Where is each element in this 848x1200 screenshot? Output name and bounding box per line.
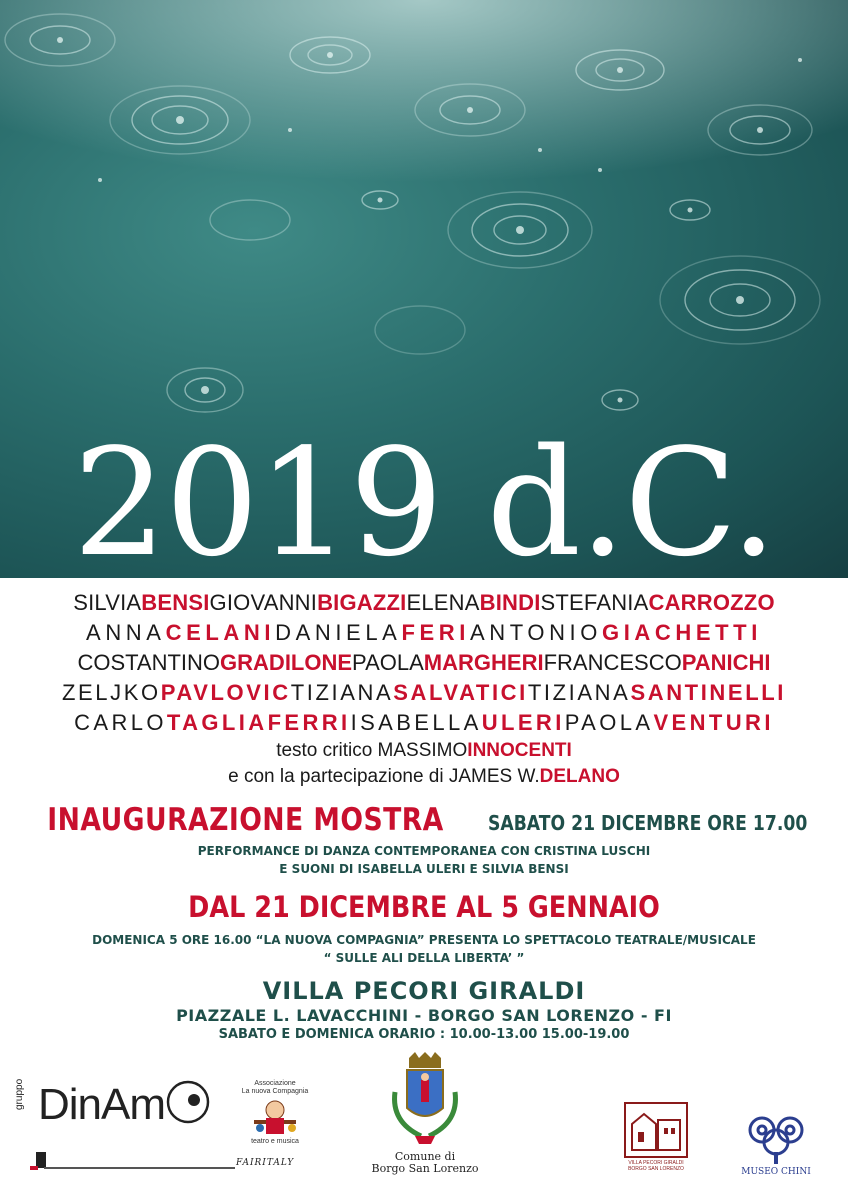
associazione-label: Associazione xyxy=(254,1080,296,1087)
inauguration-heading: INAUGURAZIONE MOSTRA xyxy=(46,802,444,838)
artist-last-name: BIGAZZI xyxy=(317,590,407,615)
performance-info xyxy=(0,842,848,878)
artist-last-name: PANICHI xyxy=(681,650,771,675)
critic-last-name: INNOCENTI xyxy=(467,740,572,761)
venue-name: VILLA PECORI GIRALDI xyxy=(262,977,586,1005)
villa-logo-text: VILLA PECORI GIRALDI xyxy=(628,1160,684,1166)
comune-line-1: Comune di xyxy=(394,1150,456,1163)
villa-logo-icon xyxy=(624,1102,688,1158)
artist-last-name: SANTINELLI xyxy=(630,680,786,705)
dinamo-pencil-icon xyxy=(30,1148,240,1178)
artist-last-name: GRADILONE xyxy=(220,650,353,675)
fairitaly-label: FAIRITALY xyxy=(236,1158,295,1168)
rain-water-photo xyxy=(0,0,848,578)
guest-last-name: DELANO xyxy=(539,766,620,787)
artist-row xyxy=(0,648,848,678)
inauguration-date: SABATO 21 DICEMBRE ORE 17.00 xyxy=(488,811,808,835)
artist-row xyxy=(0,618,848,648)
artist-list xyxy=(0,588,848,790)
artist-row xyxy=(0,588,848,618)
artist-last-name: FERI xyxy=(401,620,470,645)
artist-first-name: STEFANIA xyxy=(540,590,649,615)
artist-last-name: SALVATICI xyxy=(393,680,528,705)
inauguration-line xyxy=(0,802,848,838)
performance-line-2: E SUONI DI ISABELLA ULERI E SILVIA BENSI xyxy=(279,862,569,876)
venue-address: PIAZZALE L. LAVACCHINI - BORGO SAN LORENZO - FI xyxy=(176,1006,672,1025)
artist-last-name: ULERI xyxy=(481,710,565,735)
artist-last-name: CELANI xyxy=(165,620,276,645)
comune-caption xyxy=(370,1151,480,1175)
artist-first-name: TIZIANA xyxy=(290,680,394,705)
artist-last-name: BINDI xyxy=(479,590,541,615)
exhibition-dates xyxy=(0,890,848,924)
critic-credit xyxy=(0,738,848,764)
artist-first-name: COSTANTINO xyxy=(77,650,221,675)
artist-last-name: CARROZZO xyxy=(648,590,775,615)
dinamo-logo-icon xyxy=(160,1078,216,1126)
sunday-event-line-1: DOMENICA 5 ORE 16.00 “LA NUOVA COMPAGNIA” PRESENTA LO SPETTACOLO TEATRALE/MUSICALE xyxy=(92,933,756,947)
teatro-musica-label: teatro e musica xyxy=(251,1138,299,1145)
artist-last-name: BENSI xyxy=(141,590,210,615)
artist-first-name: PAOLA xyxy=(352,650,424,675)
artist-last-name: TAGLIAFERRI xyxy=(166,710,351,735)
sunday-event xyxy=(0,931,848,967)
nuova-compagnia-label: La nuova Compagnia xyxy=(241,1088,309,1095)
artist-first-name: PAOLA xyxy=(564,710,654,735)
theater-mask-icon xyxy=(252,1096,298,1140)
comune-crest-icon xyxy=(385,1052,465,1152)
artist-last-name: PAVLOVIC xyxy=(160,680,291,705)
artist-first-name: ISABELLA xyxy=(350,710,482,735)
villa-logo-caption xyxy=(620,1160,692,1172)
artist-first-name: ELENA xyxy=(406,590,480,615)
artist-row xyxy=(0,708,848,738)
artist-last-name: MARGHERI xyxy=(423,650,544,675)
artist-row xyxy=(0,678,848,708)
critic-prefix: testo critico MASSIMO xyxy=(276,740,468,761)
artist-last-name: GIACHETTI xyxy=(601,620,762,645)
comune-line-2: Borgo San Lorenzo xyxy=(371,1162,479,1175)
artist-first-name: ANNA xyxy=(86,620,166,645)
artist-first-name: GIOVANNI xyxy=(209,590,318,615)
artist-last-name: VENTURI xyxy=(653,710,774,735)
opening-hours: SABATO E DOMENICA ORARIO : 10.00-13.00 15.00-19.00 xyxy=(218,1027,630,1042)
gruppo-label: gruppo xyxy=(14,1078,25,1110)
artist-first-name: ZELJKO xyxy=(61,680,161,705)
artist-first-name: FRANCESCO xyxy=(543,650,682,675)
guest-prefix: e con la partecipazione di JAMES W. xyxy=(228,766,540,787)
villa-logo-sub: BORGO SAN LORENZO xyxy=(628,1166,684,1172)
guest-credit xyxy=(0,764,848,790)
artist-first-name: SILVIA xyxy=(73,590,142,615)
exhibition-title: 2019 d.C. xyxy=(72,417,776,578)
sunday-event-line-2: “ SULLE ALI DELLA LIBERTA’ ” xyxy=(323,951,525,965)
dinamo-logo-text: DinAm xyxy=(38,1080,166,1129)
artist-first-name: DANIELA xyxy=(275,620,402,645)
artist-first-name: TIZIANA xyxy=(527,680,631,705)
artist-first-name: CARLO xyxy=(74,710,167,735)
performance-line-1: PERFORMANCE DI DANZA CONTEMPORANEA CON CRISTINA LUSCHI xyxy=(197,844,651,858)
museo-chini-label: MUSEO CHINI xyxy=(741,1167,811,1177)
dates-heading: DAL 21 DICEMBRE AL 5 GENNAIO xyxy=(188,890,660,924)
associazione-caption xyxy=(240,1080,310,1096)
museo-chini-icon xyxy=(744,1108,808,1166)
artist-first-name: ANTONIO xyxy=(469,620,602,645)
